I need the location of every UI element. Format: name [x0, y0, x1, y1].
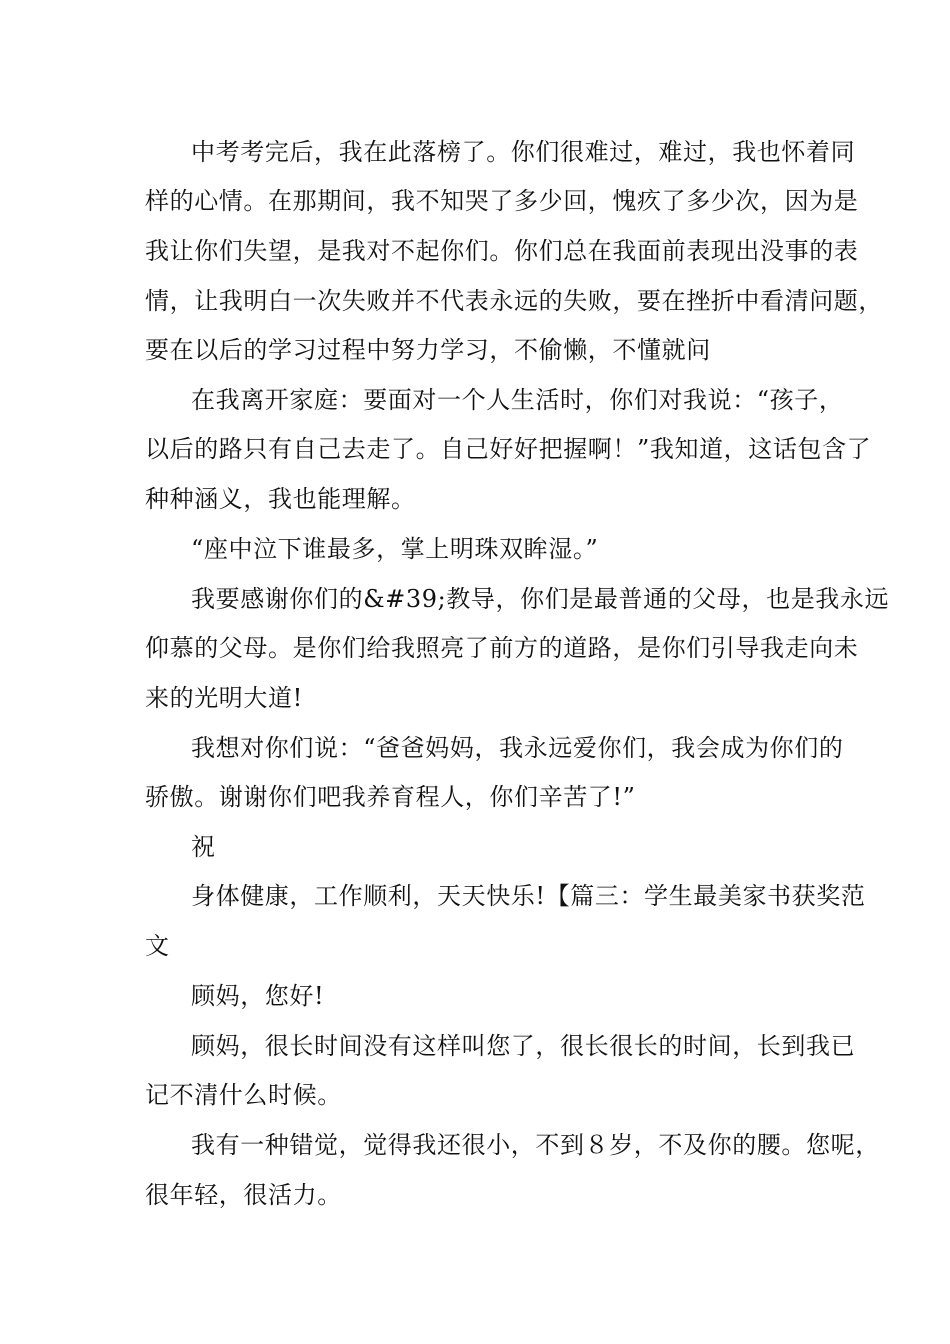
- text-line: 我要感谢你们的&#39;教导，你们是最普通的父母，也是我永远: [191, 585, 890, 613]
- text-line: “座中泣下谁最多，掌上明珠双眸湿。”: [191, 535, 599, 563]
- text-line: 骄傲。谢谢你们吧我养育程人，你们辛苦了!”: [145, 783, 636, 811]
- text-line: 我想对你们说：“爸爸妈妈，我永远爱你们，我会成为你们的: [191, 734, 844, 762]
- text-line: 样的心情。在那期间，我不知哭了多少回，愧疚了多少次，因为是: [145, 187, 859, 215]
- text-line: 情，让我明白一次失败并不代表永远的失败，要在挫折中看清问题，: [145, 287, 883, 315]
- text-line: 祝: [191, 833, 216, 861]
- text-line: 顾妈，很长时间没有这样叫您了，很长很长的时间，长到我已: [191, 1032, 856, 1060]
- text-line: 种种涵义，我也能理解。: [145, 485, 416, 513]
- text-line: 中考考完后，我在此落榜了。你们很难过，难过，我也怀着同: [191, 138, 856, 166]
- text-line: 我让你们失望，是我对不起你们。你们总在我面前表现出没事的表: [145, 237, 859, 265]
- text-line: 记不清什么时候。: [145, 1081, 342, 1109]
- text-line: 在我离开家庭：要面对一个人生活时，你们对我说：“孩子，: [191, 386, 844, 414]
- text-line: 很年轻，很活力。: [145, 1181, 342, 1209]
- text-line: 仰慕的父母。是你们给我照亮了前方的道路，是你们引导我走向未: [145, 634, 859, 662]
- text-line: 顾妈，您好!: [191, 982, 325, 1010]
- text-line: 文: [145, 932, 170, 960]
- text-line: 来的光明大道!: [145, 684, 303, 712]
- text-line: 身体健康，工作顺利，天天快乐!【篇三：学生最美家书获奖范: [191, 882, 866, 910]
- text-line: 以后的路只有自己去走了。自己好好把握啊！”我知道，这话包含了: [145, 435, 872, 463]
- text-line: 要在以后的学习过程中努力学习，不偷懒，不懂就问: [145, 336, 711, 364]
- text-line: 我有一种错觉，觉得我还很小，不到８岁，不及你的腰。您呢，: [191, 1131, 880, 1159]
